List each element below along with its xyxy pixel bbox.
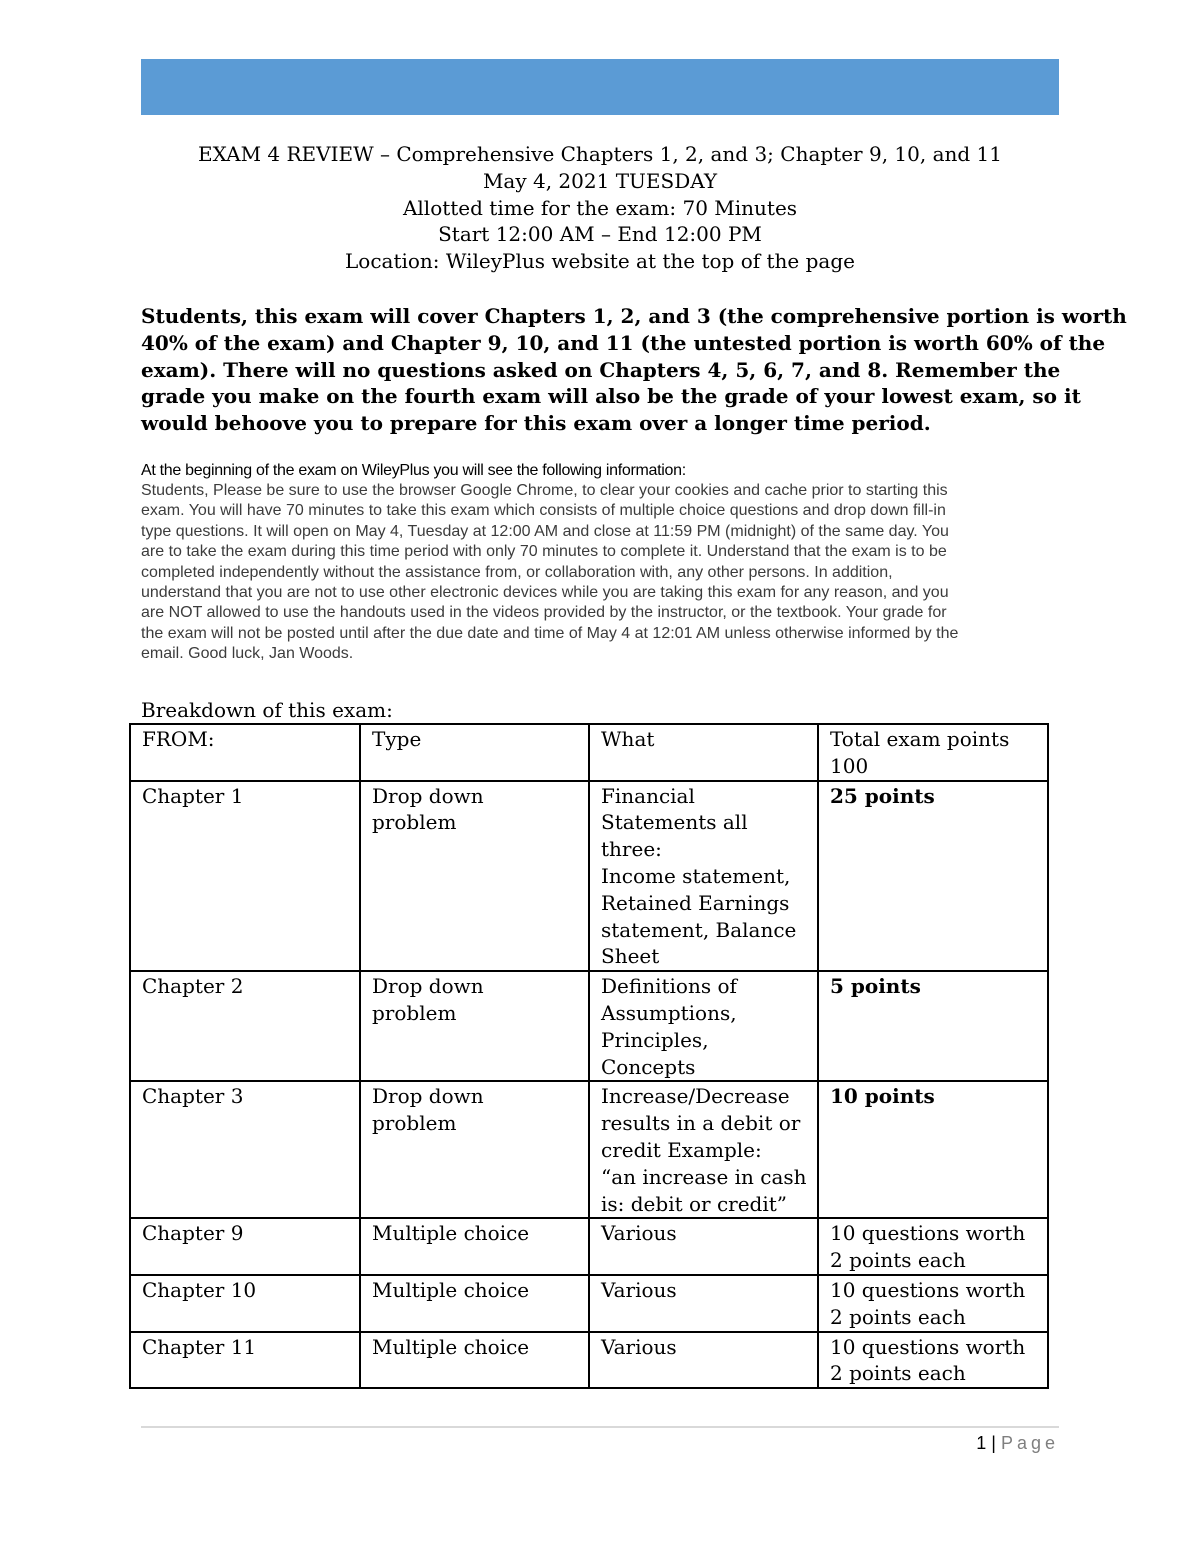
cell-line: 2 points each [830,1304,966,1329]
info-line: completed independently without the assistance from, or collaboration with, any other persons. In addition, [141,563,893,581]
cell-line: Total exam points [830,727,1010,751]
page-number-separator: | [991,1433,996,1453]
header-color-bar [141,59,1059,115]
table-row [130,1332,1048,1389]
cell-line: Assumptions, [601,1000,737,1025]
table-cell-what [589,1332,818,1389]
table-cell-what [589,781,818,972]
cell-line: Various [601,1221,677,1246]
breakdown-label: Breakdown of this exam: [141,698,393,722]
cell-line: Increase/Decrease [601,1084,790,1109]
info-line: are NOT allowed to use the handouts used in the videos provided by the instructor, or the textbook. Your grade for [141,604,947,622]
table-cell-points [818,1332,1048,1389]
cell-line: results in a debit or [601,1111,801,1136]
table-cell-from [130,1332,360,1389]
intro-paragraph [141,303,1127,437]
table-header-row [130,724,1048,781]
table-cell-what [589,971,818,1081]
cell-line: statement, Balance [601,917,797,942]
info-line: Students, Please be sure to use the browser Google Chrome, to clear your cookies and cache prior to starting this [141,482,948,499]
info-line: email. Good luck, Jan Woods. [141,645,354,663]
table-cell-points [818,1218,1048,1275]
cell-line: Sheet [601,944,660,969]
header-cell-what [589,724,818,781]
table-cell-points [818,971,1048,1081]
intro-line: exam). There will no questions asked on Chapters 4, 5, 6, 7, and 8. Remember the [141,357,1061,382]
table-cell-from [130,781,360,972]
cell-line: Chapter 10 [142,1277,257,1302]
exam-allotted-time: Allotted time for the exam: 70 Minutes [402,195,798,220]
cell-line: Retained Earnings [601,890,790,915]
info-line: are to take the exam during this time period with only 70 minutes to complete it. Understand that the exam is to be [141,543,947,561]
cell-line: Income statement, [601,863,791,888]
cell-line: 10 questions worth [830,1277,1026,1302]
intro-line: Students, this exam will cover Chapters 1, 2, and 3 (the comprehensive portion is worth [141,304,1127,328]
cell-line: Type [372,727,422,751]
cell-line: 10 points [830,1084,935,1109]
table-cell-type [360,971,589,1081]
info-line: the exam will not be posted until after the due date and time of May 4 at 12:01 AM unless otherwise informed by the [141,624,959,642]
table-cell-what [589,1081,818,1218]
cell-line: Chapter 3 [142,1084,244,1109]
exam-title: EXAM 4 REVIEW – Comprehensive Chapters 1, 2, and 3; Chapter 9, 10, and 11 [198,142,1002,166]
table-cell-type [360,1218,589,1275]
table-row [130,971,1048,1081]
cell-line: “an increase in cash [601,1164,807,1189]
cell-line: problem [372,810,457,835]
table-cell-what [589,1218,818,1275]
cell-line: 5 points [830,974,921,999]
cell-line: 25 points [830,783,935,808]
table-row [130,1275,1048,1332]
exam-location: Location: WileyPlus website at the top of the page [345,249,855,274]
cell-line: Definitions of [601,974,737,999]
cell-line: Drop down [372,783,484,808]
table-cell-type [360,1081,589,1218]
breakdown-table [129,723,1049,1389]
wileyplus-info-body [141,481,1059,665]
cell-line: Chapter 9 [142,1221,244,1246]
table-row [130,781,1048,972]
cell-line: Chapter 11 [142,1334,257,1359]
cell-line: Multiple choice [372,1334,530,1359]
cell-line: 2 points each [830,1361,966,1386]
info-line: understand that you are not to use other electronic devices while you are taking this exam for any reason, and you [141,584,949,602]
page-number-value: 1 [976,1433,987,1453]
header-cell-total-points [818,724,1048,781]
table-cell-type [360,1275,589,1332]
cell-line: Financial [601,783,695,808]
table-cell-from [130,1081,360,1218]
cell-line: credit Example: [601,1137,762,1162]
cell-line: problem [372,1000,457,1025]
table-cell-points [818,1081,1048,1218]
table-row [130,1081,1048,1218]
cell-line: 10 questions worth [830,1334,1026,1359]
table-row [130,1218,1048,1275]
table-cell-from [130,971,360,1081]
exam-start-end: Start 12:00 AM – End 12:00 PM [438,222,762,247]
cell-line: Various [601,1277,677,1302]
cell-line: problem [372,1111,457,1136]
cell-line: three: [601,837,662,862]
cell-line: Chapter 1 [142,783,244,808]
cell-line: Multiple choice [372,1221,530,1246]
cell-line: Statements all [601,810,748,835]
cell-line: Drop down [372,974,484,999]
cell-line: 2 points each [830,1248,966,1273]
info-line: type questions. It will open on May 4, Tuesday at 12:00 AM and close at 11:59 PM (midnight) of the same day. You [141,522,949,540]
cell-line: Drop down [372,1084,484,1109]
cell-line: What [601,727,655,751]
cell-line: Multiple choice [372,1277,530,1302]
table-cell-points [818,781,1048,972]
table-cell-from [130,1275,360,1332]
intro-line: grade you make on the fourth exam will also be the grade of your lowest exam, so it [141,384,1081,409]
table-cell-points [818,1275,1048,1332]
header-cell-type [360,724,589,781]
table-cell-from [130,1218,360,1275]
page-number [976,1433,1059,1454]
cell-line: Chapter 2 [142,974,244,999]
exam-title-block [141,141,1059,275]
cell-line: is: debit or credit” [601,1191,788,1216]
table-cell-what [589,1275,818,1332]
info-line: exam. You will have 70 minutes to take this exam which consists of multiple choice questions and drop down fill-in [141,502,946,520]
cell-line: Various [601,1334,677,1359]
table-cell-type [360,781,589,972]
cell-line: 10 questions worth [830,1221,1026,1246]
exam-date: May 4, 2021 TUESDAY [482,168,718,193]
cell-line: Principles, [601,1027,709,1052]
intro-line: would behoove you to prepare for this exam over a longer time period. [141,411,931,436]
cell-line: 100 [830,753,869,778]
header-cell-from [130,724,360,781]
intro-line: 40% of the exam) and Chapter 9, 10, and 11 (the untested portion is worth 60% of the [141,330,1106,355]
cell-line: Concepts [601,1054,696,1079]
page-word: Page [1000,1433,1059,1453]
footer-divider [141,1426,1059,1428]
wileyplus-info-heading: At the beginning of the exam on WileyPlus you will see the following information: [141,462,686,479]
cell-line: FROM: [142,727,215,751]
table-cell-type [360,1332,589,1389]
